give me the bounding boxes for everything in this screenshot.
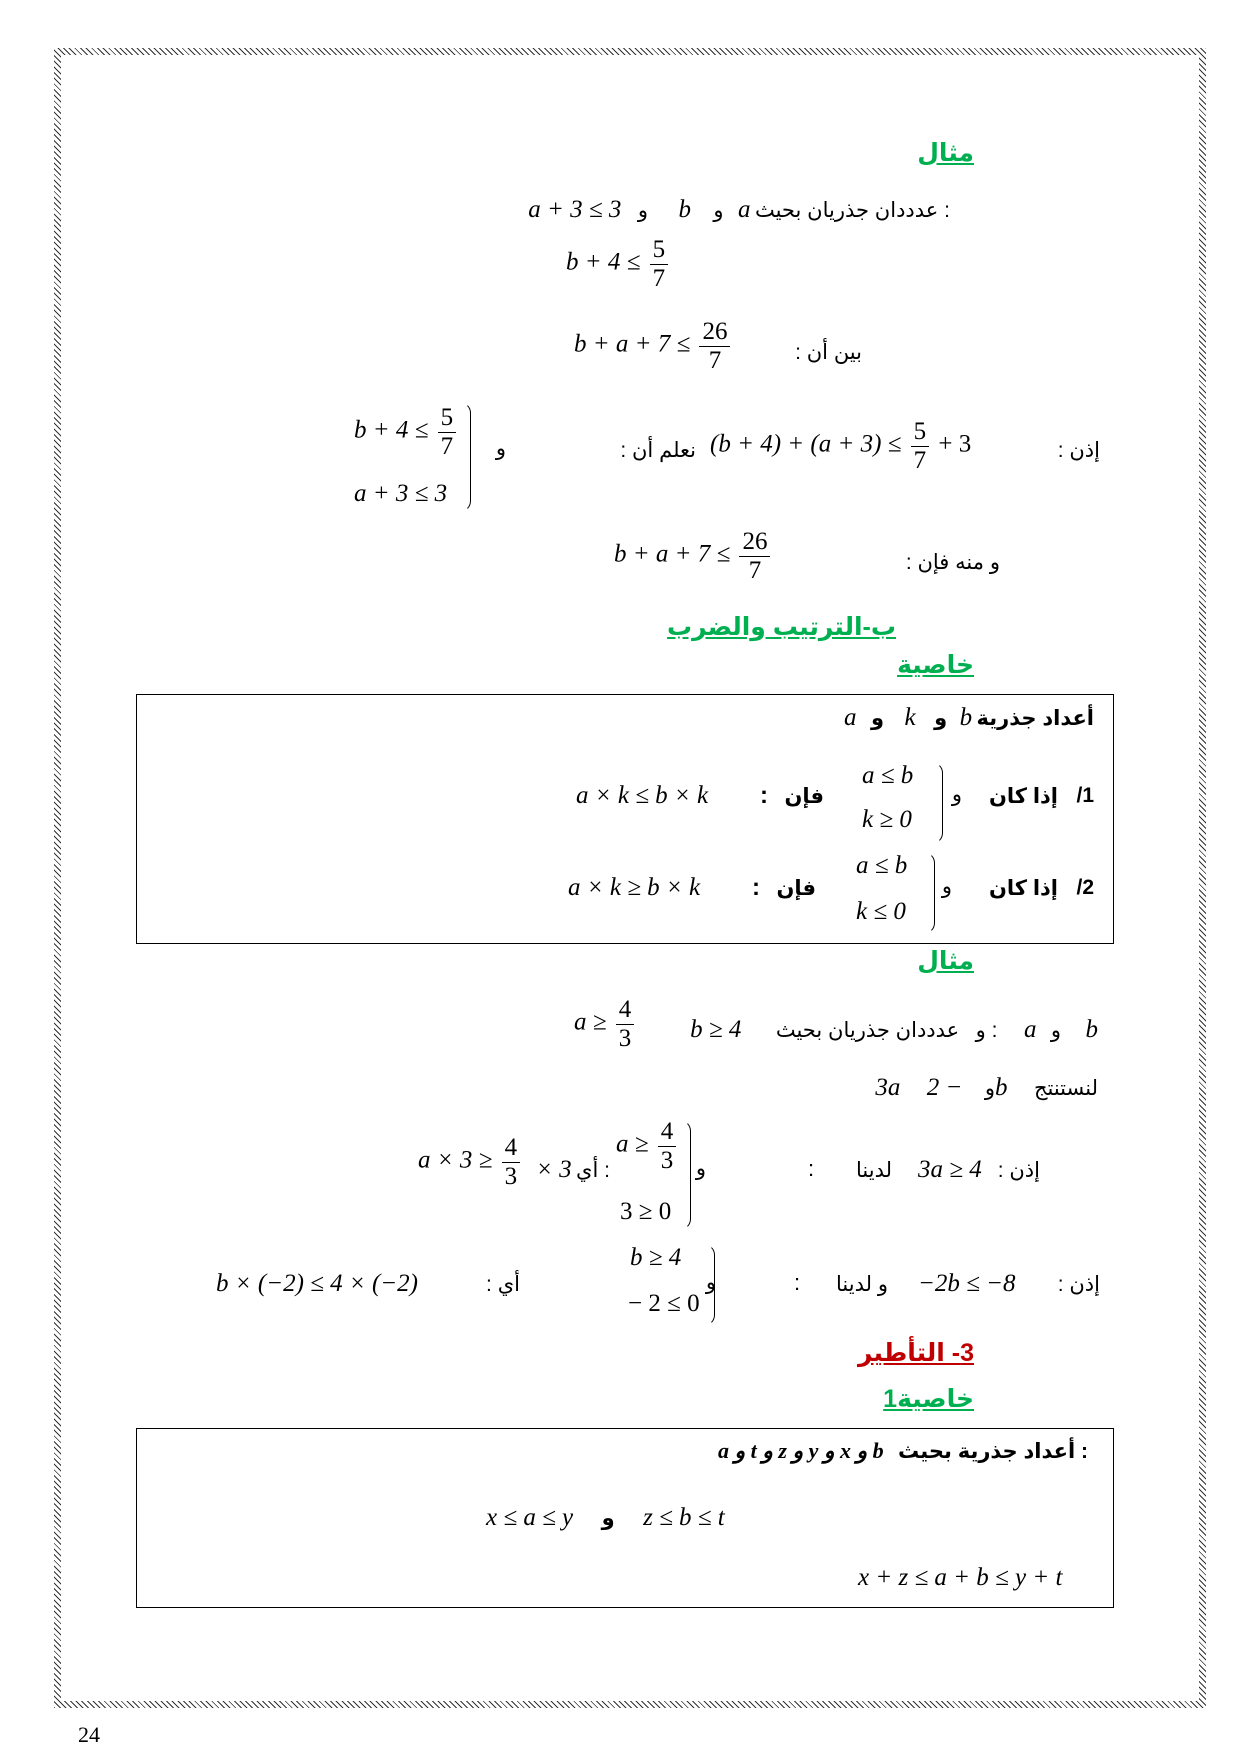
right-brace <box>460 402 471 512</box>
numerator: 4 <box>658 1118 677 1147</box>
numerator: 5 <box>911 418 930 447</box>
vars-line: a و t و z و y و x و b <box>718 1438 884 1463</box>
frame-line <box>486 1504 725 1532</box>
fraction-4-3 <box>502 1134 521 1190</box>
then-label: إذن : <box>997 1159 1040 1182</box>
and-word: و <box>934 707 948 730</box>
target-inequality <box>574 318 733 374</box>
then-label: إذن : <box>1057 439 1100 462</box>
and-we-have: و لدينا <box>836 1273 888 1296</box>
example2-title: مثال <box>917 947 974 975</box>
res-minus-2b: −2b ≤ −8 <box>918 1270 1016 1297</box>
cond-a-inequality <box>574 996 637 1052</box>
brace-b4-lhs: b + 4 ≤ <box>354 416 429 444</box>
ie-line <box>536 1156 610 1184</box>
section-b-title: ب-الترتيب والضرب <box>667 613 896 641</box>
fraction-26-7 <box>739 528 770 584</box>
denominator: 7 <box>708 346 722 374</box>
we-have: لدينا <box>855 1159 892 1182</box>
denominator: 3 <box>660 1146 674 1174</box>
res-3a: 3a ≥ 4 <box>918 1156 982 1183</box>
brace1-top <box>616 1118 679 1174</box>
given-text: عدددان جذريان بحيث : <box>775 1019 998 1042</box>
brace2-bottom: − 2 ≤ 0 <box>628 1290 700 1317</box>
target-lhs: b + a + 7 ≤ <box>574 330 691 358</box>
right-brace <box>704 1244 715 1326</box>
if-text: إذا كان <box>988 785 1058 808</box>
property-b-title: خاصية <box>897 651 974 679</box>
case1-bottom: k ≥ 0 <box>862 806 912 833</box>
and-word: و <box>705 1271 716 1294</box>
expr-minus-2b: − 2b <box>926 1074 1008 1101</box>
var-k: k <box>904 704 916 731</box>
numerator: 26 <box>739 528 770 557</box>
frame-a: x ≤ a ≤ y <box>486 1504 574 1531</box>
var-b: b <box>959 704 973 731</box>
case1-result: a × k ≤ b × k <box>576 782 709 809</box>
colon: : <box>794 1270 801 1295</box>
deduce-label: لنستنتج <box>1033 1077 1098 1100</box>
var-b: b <box>1085 1016 1098 1043</box>
cond-b: b ≥ 4 <box>690 1016 742 1043</box>
numerator: 26 <box>699 318 730 347</box>
and-word: و <box>984 1077 995 1100</box>
and-word: و <box>637 199 648 222</box>
and-word: و <box>695 1157 706 1180</box>
ie1-rhs: × 3 <box>535 1156 572 1183</box>
brace1-top-lhs: a ≥ <box>616 1130 649 1158</box>
var-a: a <box>1023 1016 1037 1043</box>
sum-lhs: (b + 4) + (a + 3) ≤ <box>710 430 902 458</box>
sum-tail: + 3 <box>938 430 972 458</box>
example1-title: مثال <box>917 139 974 167</box>
brace-top-line <box>354 404 459 460</box>
frame-b: z ≤ b ≤ t <box>643 1504 725 1531</box>
right-brace <box>932 762 943 844</box>
denominator: 7 <box>652 264 666 292</box>
denominator: 3 <box>504 1162 518 1190</box>
fraction-26-7 <box>699 318 730 374</box>
right-brace <box>924 852 935 934</box>
cond-a-lhs: a ≥ <box>574 1008 607 1036</box>
property-3-title: خاصية1 <box>883 1385 974 1413</box>
then-text: فإن <box>784 785 824 808</box>
var-b: b <box>678 196 691 223</box>
if-text: إذا كان <box>988 877 1058 900</box>
and-word: و <box>941 875 952 898</box>
case2-result: a × k ≥ b × k <box>568 874 701 901</box>
fraction-5-7 <box>911 418 930 474</box>
right-brace <box>680 1120 691 1230</box>
item1-number: 1/ <box>1076 784 1094 807</box>
expr-3a: 3a <box>875 1074 901 1101</box>
item2-number: 2/ <box>1076 876 1094 899</box>
conclusion-inequality <box>614 528 773 584</box>
res1-final-lhs: a × 3 ≥ <box>418 1146 493 1174</box>
denominator: 7 <box>748 556 762 584</box>
cond-a-plus-3: a + 3 ≤ 3 <box>528 196 622 223</box>
and-word: و <box>975 1019 986 1042</box>
fraction-5-7 <box>438 404 457 460</box>
know-label: نعلم أن : <box>620 439 696 462</box>
numerator: 5 <box>438 404 457 433</box>
example1-given-line <box>528 196 950 224</box>
denominator: 3 <box>618 1024 632 1052</box>
colon: : <box>808 1156 815 1181</box>
header-text: أعداد جذرية <box>976 707 1094 730</box>
numerator: 4 <box>502 1134 521 1163</box>
and-word: و <box>951 783 962 806</box>
section-3-title: 3- التأطير <box>857 1339 974 1367</box>
and-word: و <box>713 199 724 222</box>
and-word: و <box>870 707 885 730</box>
ie-label: أي : <box>486 1273 520 1296</box>
example2-given-line <box>690 1016 1098 1044</box>
sum-inequality <box>710 418 971 474</box>
then-text: فإن <box>776 877 816 900</box>
header-text: أعداد جذرية بحيث : <box>898 1440 1088 1463</box>
target-lhs: b + a + 7 ≤ <box>614 540 731 568</box>
denominator: 7 <box>440 432 454 460</box>
property-b-header <box>844 704 1094 732</box>
property-3-result: x + z ≤ a + b ≤ y + t <box>858 1564 1063 1591</box>
then-label: إذن : <box>1057 1273 1100 1296</box>
case2-top: a ≤ b <box>856 852 908 879</box>
case2-bottom: k ≤ 0 <box>856 898 906 925</box>
var-a: a <box>738 196 751 223</box>
var-a: a <box>844 704 857 731</box>
cond-b-lhs: b + 4 ≤ <box>566 248 641 276</box>
fraction-4-3 <box>658 1118 677 1174</box>
hence-label: و منه فإن : <box>905 551 1000 574</box>
colon: : <box>760 782 768 809</box>
brace1-bottom: 3 ≥ 0 <box>620 1198 672 1225</box>
res1-final <box>418 1134 523 1190</box>
denominator: 7 <box>913 446 927 474</box>
ie2-result: b × (−2) ≤ 4 × (−2) <box>216 1270 419 1297</box>
case1-top: a ≤ b <box>862 762 914 789</box>
brace2-top: b ≥ 4 <box>630 1244 682 1271</box>
colon: : <box>752 874 760 901</box>
brace-a3: a + 3 ≤ 3 <box>354 480 448 507</box>
deduce-line <box>875 1074 1098 1102</box>
given-text: عدددان جذريان بحيث : <box>754 199 950 222</box>
show-label: بين أن : <box>795 341 862 364</box>
and-word: و <box>1050 1019 1062 1042</box>
page-number: 24 <box>78 1722 100 1747</box>
property-3-header <box>718 1438 1088 1464</box>
and-word: و <box>495 437 506 460</box>
numerator: 5 <box>650 236 669 265</box>
fraction-4-3 <box>616 996 635 1052</box>
numerator: 4 <box>616 996 635 1025</box>
ie-label: أي : <box>576 1159 610 1182</box>
fraction-5-7 <box>650 236 669 292</box>
and-word: و <box>601 1507 615 1530</box>
cond-b-plus-4 <box>566 236 671 292</box>
